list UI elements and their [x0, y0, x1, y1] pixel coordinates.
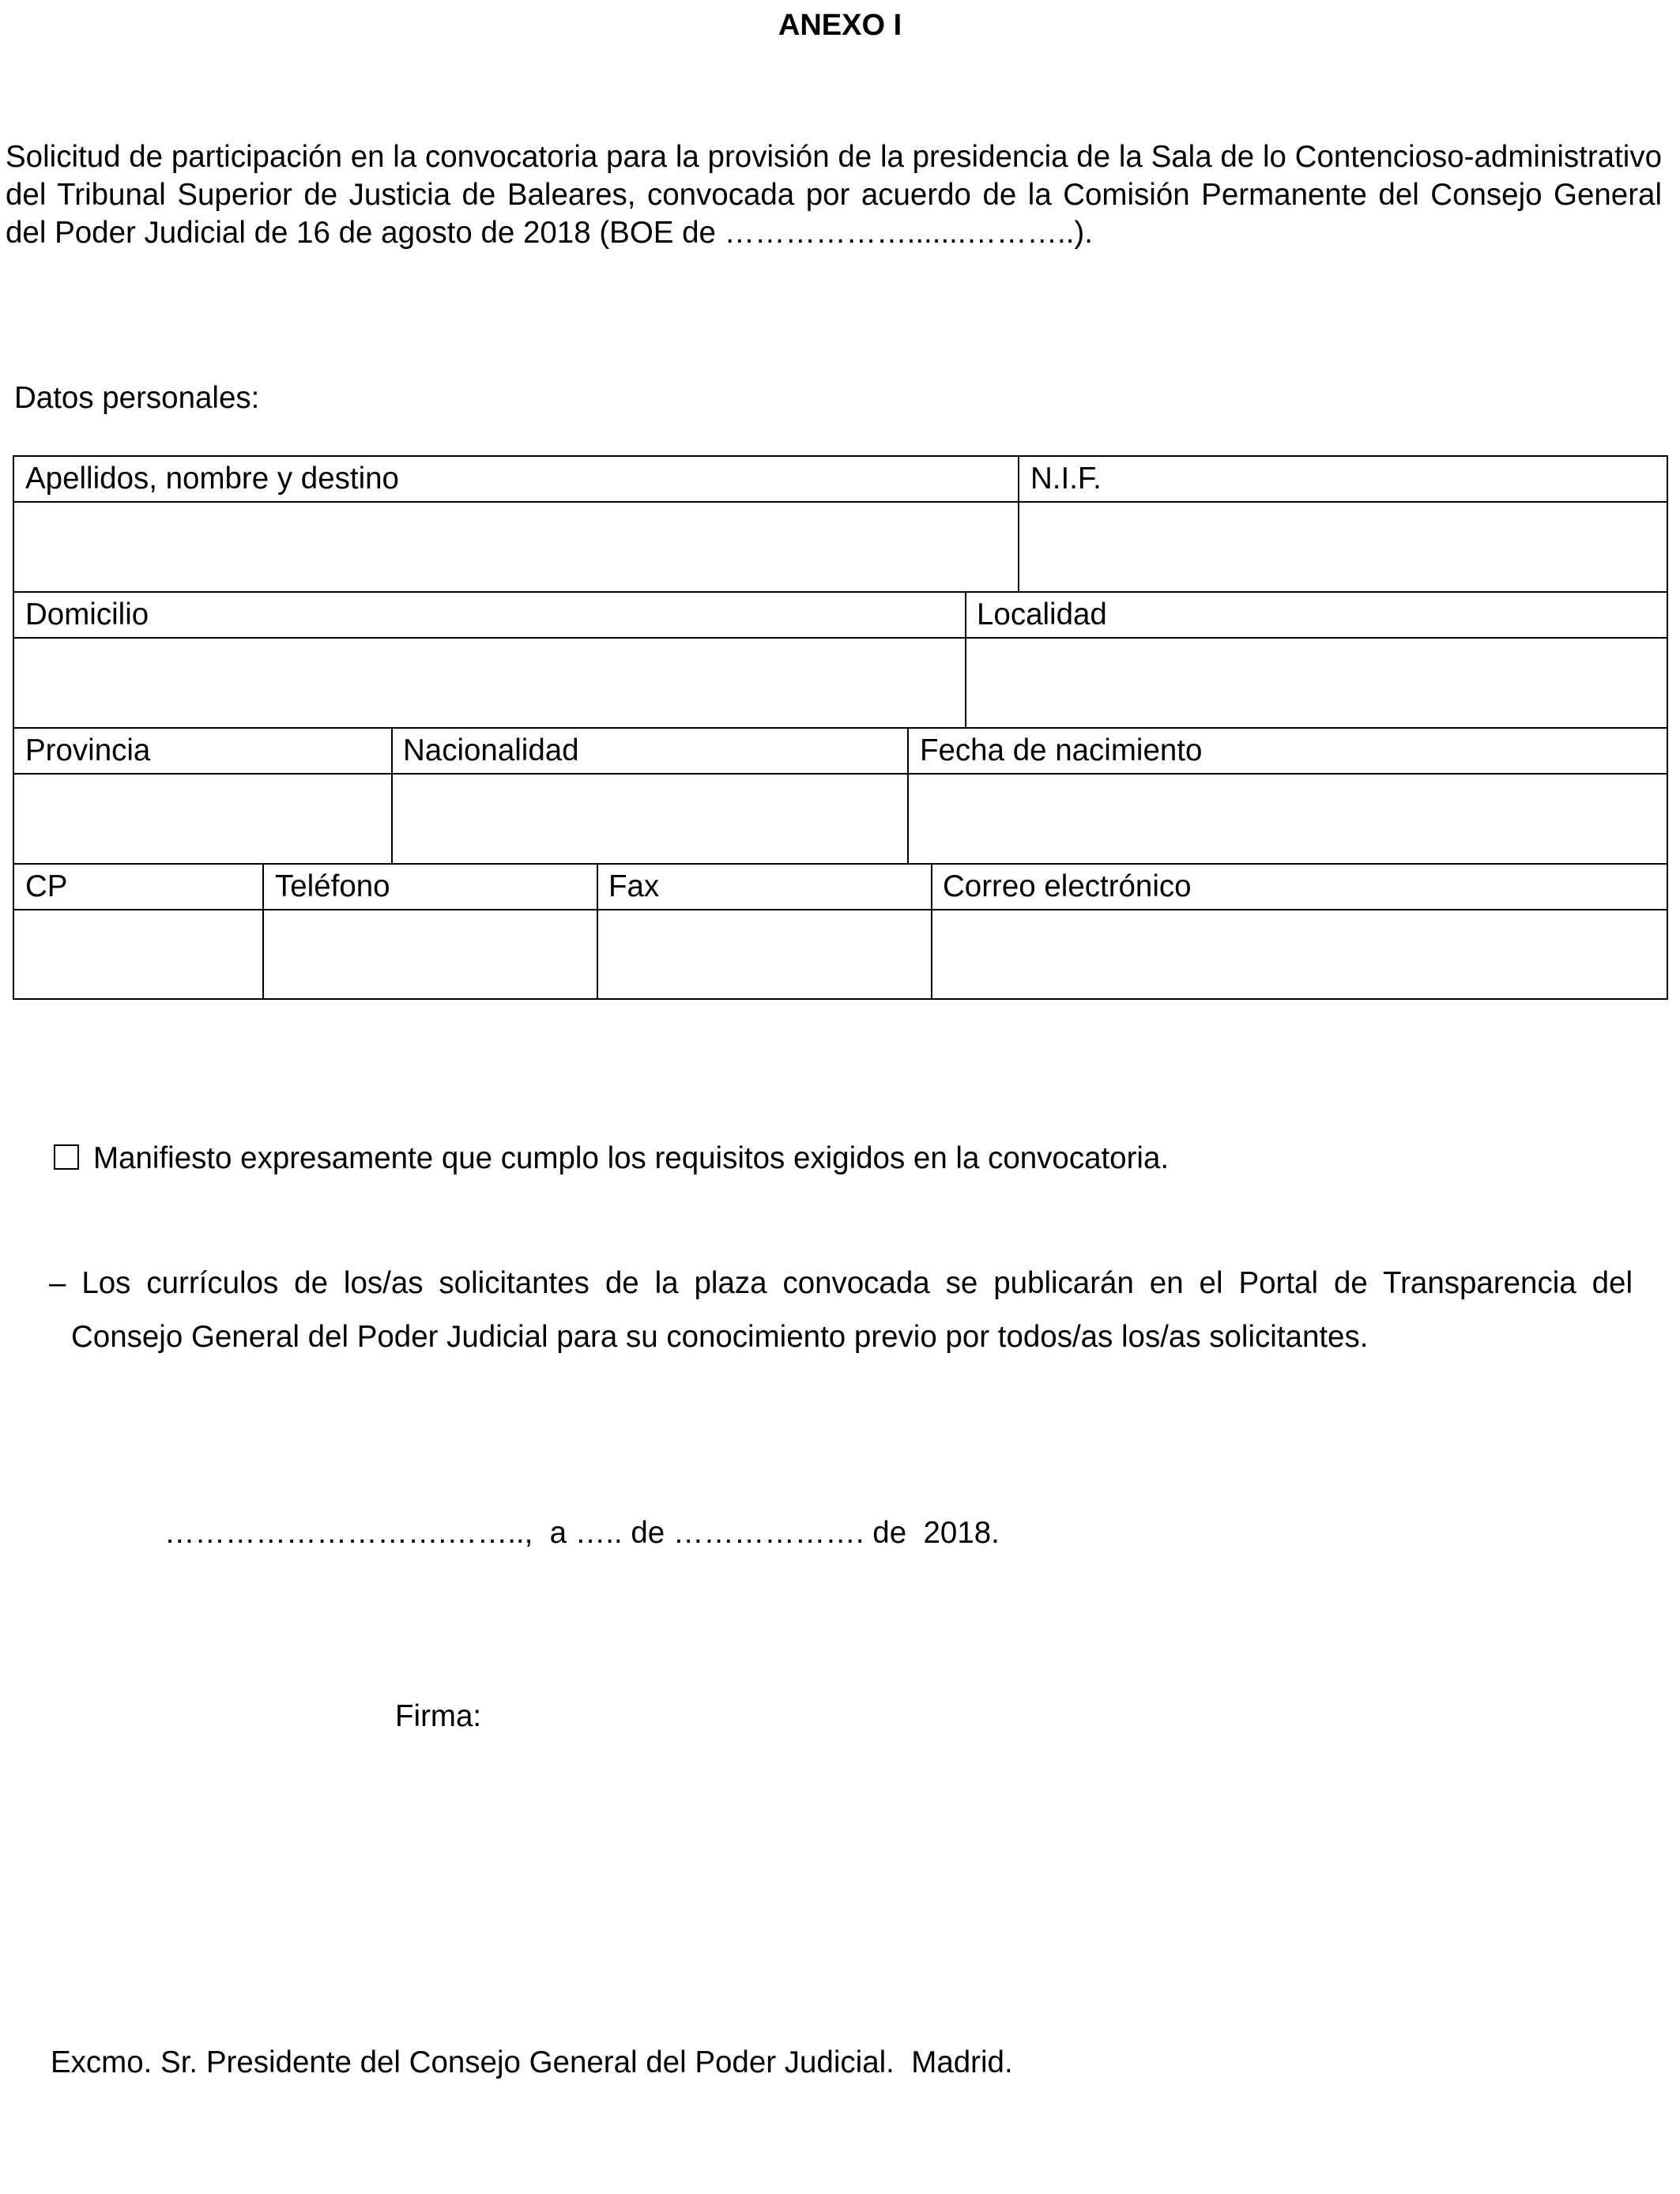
localidad-field[interactable]: [966, 639, 1667, 727]
correo-label: Correo electrónico: [943, 869, 1192, 903]
intro-paragraph: Solicitud de participación en la convocatoria para la provisión de la presidencia de la Sala de lo Contencioso-administrativo del Tribunal Superior de Justicia de Baleares, convocada por acuerdo de la Comisión Permanente del Consejo General del Poder Judicial de 16 de agosto de 2018 (BOE de ……………….......………..).: [6, 140, 1662, 250]
domicilio-field[interactable]: [14, 639, 965, 727]
cp-field[interactable]: [14, 910, 262, 998]
personal-data-form: [13, 455, 1668, 1000]
transparency-note-line-1: – Los currículos de los/as solicitantes de la plaza convocada se publicarán en el Portal de Transparencia del: [49, 1266, 1633, 1300]
telefono-label: Teléfono: [275, 869, 390, 903]
row-divider: [14, 727, 1667, 729]
domicilio-label: Domicilio: [25, 598, 149, 631]
document-title: ANEXO I: [778, 9, 902, 42]
provincia-label: Provincia: [25, 733, 151, 767]
nif-field[interactable]: [1019, 503, 1667, 591]
telefono-field[interactable]: [264, 910, 597, 998]
nacionalidad-label: Nacionalidad: [403, 733, 579, 767]
requirements-declaration: [54, 1140, 1169, 1178]
transparency-note: [49, 1257, 1633, 1364]
provincia-field[interactable]: [14, 775, 391, 863]
requirements-checkbox[interactable]: [54, 1144, 79, 1170]
localidad-label: Localidad: [977, 598, 1107, 631]
row-divider: [14, 591, 1667, 593]
personal-data-heading: Datos personales:: [14, 381, 260, 415]
place-date-line: ……………………….…….., a ….. de ………………. de 2018.: [164, 1516, 1000, 1550]
fax-field[interactable]: [598, 910, 931, 998]
transparency-note-line-2: Consejo General del Poder Judicial para su conocimiento previo por todos/as los/as solicitantes.: [71, 1320, 1369, 1354]
name-label: Apellidos, nombre y destino: [25, 462, 399, 496]
signature-label: Firma:: [395, 1699, 482, 1733]
cp-label: CP: [25, 869, 68, 903]
name-field[interactable]: [14, 503, 1018, 591]
fax-label: Fax: [608, 869, 660, 903]
fecha-nacimiento-field[interactable]: [909, 775, 1667, 863]
fecha-nacimiento-label: Fecha de nacimiento: [920, 733, 1203, 767]
correo-field[interactable]: [932, 910, 1667, 998]
requirements-checkbox-label: Manifiesto expresamente que cumplo los requisitos exigidos en la convocatoria.: [93, 1141, 1170, 1175]
nif-label: N.I.F.: [1030, 462, 1102, 496]
addressee: Excmo. Sr. Presidente del Consejo General del Poder Judicial. Madrid.: [51, 2045, 1013, 2079]
nacionalidad-field[interactable]: [393, 775, 907, 863]
